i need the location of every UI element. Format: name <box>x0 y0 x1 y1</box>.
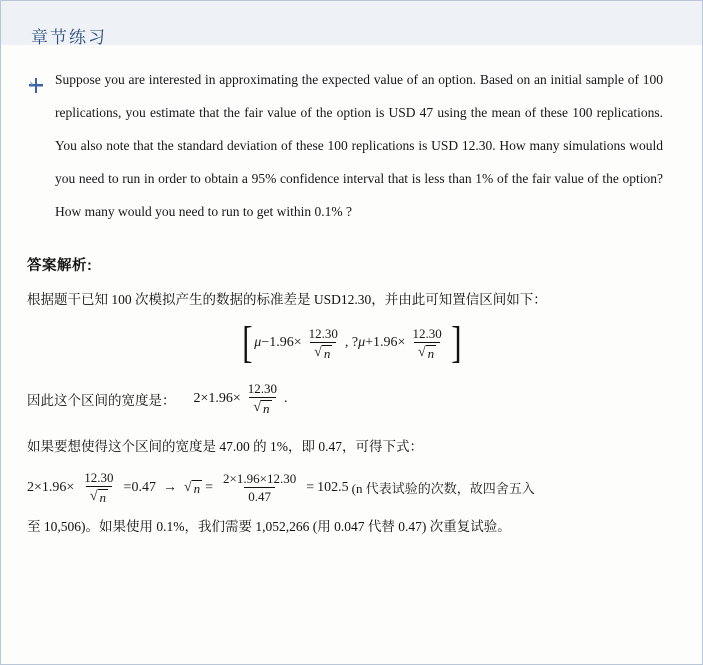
answer-paragraph-3: 如果要想使得这个区间的宽度是 47.00 的 1%，即 0.47，可得下式： <box>27 439 423 454</box>
fraction-width-denominator <box>249 397 275 416</box>
fraction-2-numerator: 12.30 <box>412 325 442 341</box>
mu-symbol-2: μ <box>358 335 366 350</box>
mu-symbol: μ <box>254 335 262 350</box>
width-paragraph-text: 因此这个区间的宽度是： <box>27 392 176 408</box>
solve-equals-1: =0.47 <box>123 479 156 495</box>
solve-note: (n 代表试验的次数，故四舍五入 <box>351 481 535 496</box>
document-body <box>1 45 702 539</box>
sqrt-arg-2: n <box>427 345 435 361</box>
factor-1: 1.96× <box>269 335 302 350</box>
formula-interval-width <box>194 381 288 416</box>
fraction-solve-2-denominator: 0.47 <box>244 487 275 505</box>
factor-2: 1.96× <box>373 335 406 350</box>
fraction-solve-2 <box>219 471 300 505</box>
solve-result: 102.5 <box>317 479 349 495</box>
answer-heading: 答案解析: <box>27 258 93 274</box>
question-block <box>27 63 676 228</box>
minus-sign: − <box>261 335 270 350</box>
fraction-1-denominator <box>310 342 336 361</box>
plus-sign: + <box>365 335 374 350</box>
sqrt-arg-3: n <box>263 401 270 416</box>
sqrt-arg-1: n <box>323 345 331 361</box>
fraction-2-denominator <box>414 342 440 361</box>
width-paragraph <box>27 381 676 416</box>
bracket-left: [ <box>241 318 253 367</box>
sqrt-symbol-4: √ <box>89 489 98 504</box>
bracket-right: ] <box>450 318 462 367</box>
question-text: Suppose you are interested in approximating the expected value of an option. Based on an initial sample of 100 replications, you estimate that the fair value of the option is USD 47 using the mean of these 100 replications. You also note that the standard deviation of these 100 replications is USD 12.30. How many simulations would you need to run in order to obtain a 95% confidence interval that is less than 1% of the fair value of the option? How many would you need to run to get within 0.1% ? <box>55 72 663 219</box>
fraction-width-numerator: 12.30 <box>247 381 278 396</box>
fraction-solve-1-numerator: 12.30 <box>84 470 114 485</box>
sqrt-symbol-1: √ <box>314 344 322 360</box>
page-title: 章节练习 <box>31 28 107 47</box>
fraction-solve-1 <box>80 470 117 505</box>
fraction-1 <box>305 326 342 361</box>
fraction-1-numerator: 12.30 <box>308 325 338 341</box>
separator-comma: , ? <box>344 335 359 350</box>
sqrt-symbol-5: √ <box>183 479 192 495</box>
formula-solve <box>27 470 676 505</box>
cross-bullet-icon <box>27 77 45 95</box>
sqrt-arg-4: n <box>99 490 107 505</box>
fraction-solve-1-denominator <box>86 486 112 505</box>
answer-paragraph-1: 根据题干已知 100 次模拟产生的数据的标准差是 USD12.30，并由此可知置信区间如下： <box>27 292 547 307</box>
solve-equals-2: = <box>205 479 214 495</box>
width-trail: . <box>284 390 288 406</box>
solve-arrow: → <box>162 479 177 495</box>
title-band <box>1 1 702 45</box>
sqrt-symbol-2: √ <box>417 344 426 360</box>
width-lead: 2×1.96× <box>193 390 241 406</box>
fraction-width <box>244 381 281 416</box>
fraction-solve-2-numerator: 2×1.96×12.30 <box>223 470 297 486</box>
sqrt-symbol-3: √ <box>253 400 262 415</box>
answer-paragraph-final: 至 10,506)。如果使用 0.1%，我们需要 1,052,266 (用 0.047 代替 0.47) 次重复试验。 <box>27 519 511 534</box>
sqrt-n-term <box>184 480 202 496</box>
sqrt-arg-5: n <box>193 480 201 496</box>
solve-equals-3: = <box>306 479 315 495</box>
formula-confidence-interval <box>27 318 676 367</box>
solve-lead: 2×1.96× <box>27 479 75 495</box>
fraction-2 <box>408 326 445 361</box>
